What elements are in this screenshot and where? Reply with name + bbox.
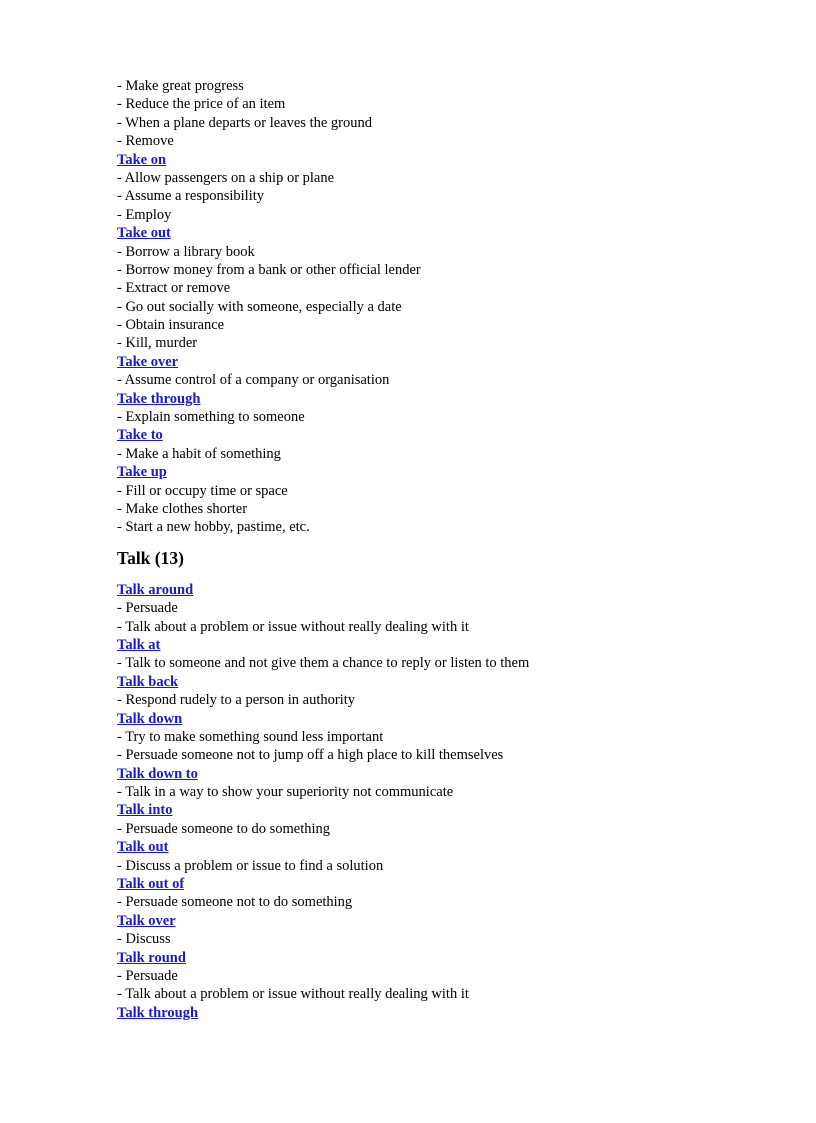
definition-line: - Borrow money from a bank or other official lender [117,261,421,278]
phrasal-verb-link-talk-at[interactable]: Talk at [117,636,161,653]
definition-line: - Go out socially with someone, especially a date [117,298,402,315]
definition-line: - Kill, murder [117,335,198,352]
phrasal-verb-link-talk-into[interactable]: Talk into [117,802,173,819]
phrasal-verb-link-talk-back[interactable]: Talk back [117,673,179,690]
definition-line: - Discuss a problem or issue to find a solution [117,857,384,874]
definition-line: - Extract or remove [117,280,231,297]
phrasal-verb-link-talk-through[interactable]: Talk through [117,1004,199,1021]
definition-line: - When a plane departs or leaves the ground [117,114,372,131]
definition-line: - Assume control of a company or organisation [117,372,390,389]
phrasal-verb-link-talk-over[interactable]: Talk over [117,912,176,929]
phrasal-verb-link-take-out[interactable]: Take out [117,225,171,242]
phrasal-verb-link-talk-out[interactable]: Talk out [117,839,169,856]
entry-talk-down [117,710,797,728]
definition-line: - Discuss [117,931,171,948]
definition-line: - Make great progress [117,78,244,94]
talk-section [117,581,797,1022]
section-heading-talk: Talk (13) [117,547,184,568]
definition-line: - Talk to someone and not give them a chance to reply or listen to them [117,655,530,672]
entry-talk-round [117,949,797,967]
entry-take-over [117,353,797,371]
phrasal-verb-link-take-over[interactable]: Take over [117,353,179,370]
take-section [117,77,797,537]
phrasal-verb-link-talk-out-of[interactable]: Talk out of [117,876,185,893]
definition-line: - Respond rudely to a person in authority [117,692,355,709]
entry-talk-out [117,838,797,856]
definition-line: - Persuade someone not to do something [117,894,353,911]
entry-take-through [117,390,797,408]
entry-talk-at [117,636,797,654]
definition-line: - Make a habit of something [117,445,281,462]
definition-line: - Assume a responsibility [117,188,265,205]
phrasal-verb-link-take-to[interactable]: Take to [117,427,163,444]
definition-line: - Persuade [117,600,178,617]
entry-take-up [117,463,797,481]
entry-take-out [117,224,797,242]
definition-line: - Obtain insurance [117,317,225,334]
phrasal-verb-link-take-through[interactable]: Take through [117,390,201,407]
definition-line: - Remove [117,133,174,150]
definition-line: - Make clothes shorter [117,500,248,517]
definition-line: - Explain something to someone [117,409,305,426]
phrasal-verb-link-talk-down[interactable]: Talk down [117,710,183,727]
phrasal-verb-link-take-up[interactable]: Take up [117,464,167,481]
definition-line: - Borrow a library book [117,243,255,260]
definition-line: - Fill or occupy time or space [117,482,288,499]
entry-take-to [117,426,797,444]
definition-line: - Persuade [117,967,178,984]
entry-talk-into [117,801,797,819]
entry-talk-through [117,1004,797,1022]
phrasal-verb-link-talk-down-to[interactable]: Talk down to [117,765,198,782]
definition-line: - Try to make something sound less important [117,728,384,745]
entry-talk-down-to [117,765,797,783]
definition-line: - Persuade someone to do something [117,820,331,837]
definition-line: - Talk about a problem or issue without really dealing with it [117,986,469,1003]
entry-talk-back [117,673,797,691]
definition-line: - Talk in a way to show your superiority not communicate [117,784,454,801]
definition-line: - Persuade someone not to jump off a high place to kill themselves [117,747,504,764]
phrasal-verb-link-talk-round[interactable]: Talk round [117,949,186,966]
definition-line: - Reduce the price of an item [117,96,286,113]
entry-talk-over [117,912,797,930]
entry-take-on [117,151,797,169]
document-page [117,77,797,1022]
entry-talk-out-of [117,875,797,893]
entry-talk-around [117,581,797,599]
definition-line: - Talk about a problem or issue without really dealing with it [117,618,469,635]
definition-line: - Allow passengers on a ship or plane [117,169,335,186]
definition-line: - Employ [117,206,172,223]
definition-line: - Start a new hobby, pastime, etc. [117,519,310,536]
phrasal-verb-link-talk-around[interactable]: Talk around [117,581,194,598]
phrasal-verb-link-take-on[interactable]: Take on [117,151,167,168]
